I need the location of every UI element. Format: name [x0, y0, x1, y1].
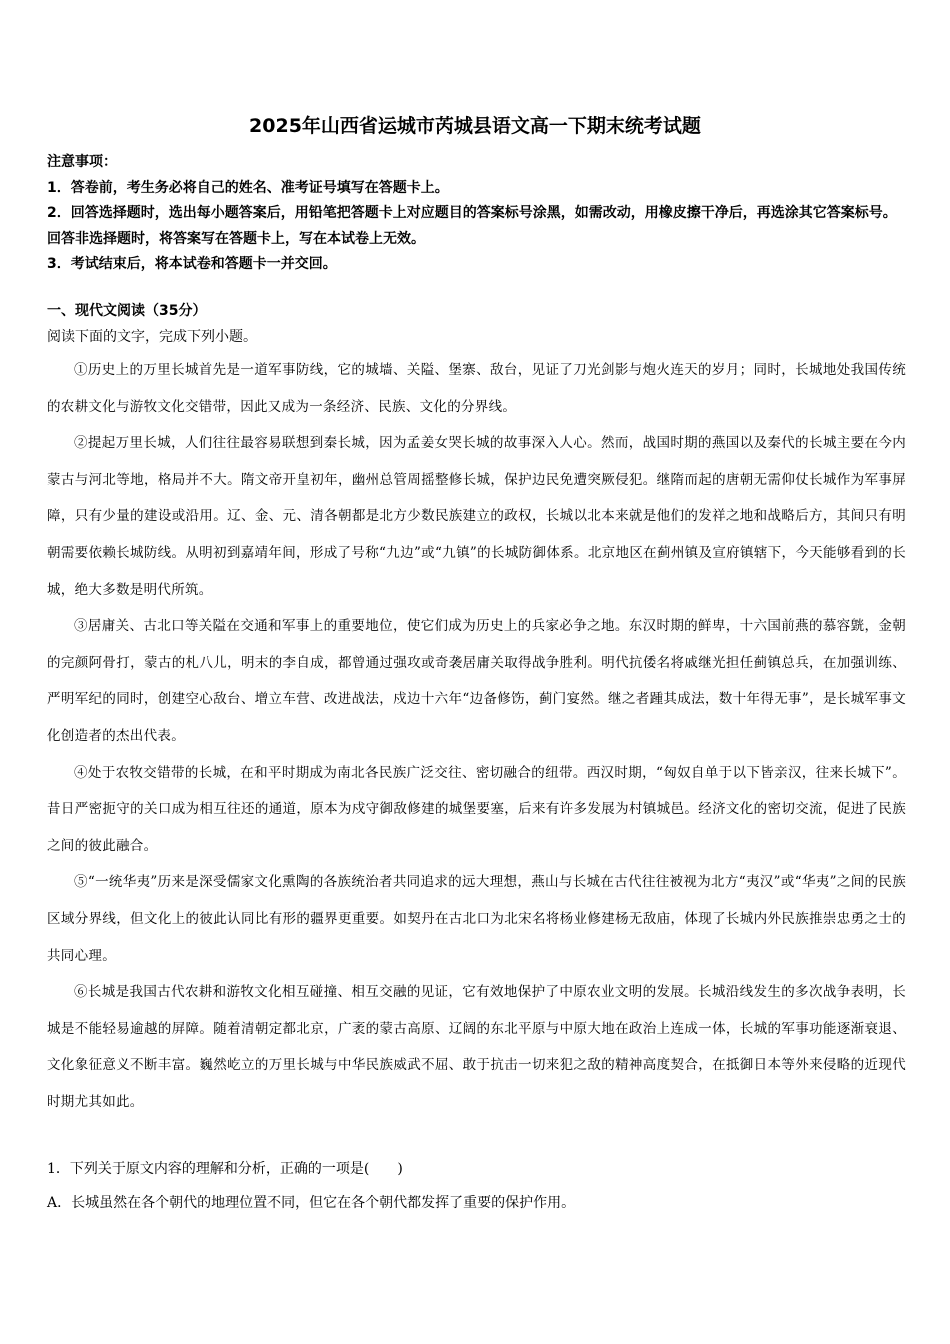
section-heading: 一、现代文阅读（35分） — [47, 303, 207, 319]
passage-paragraph-5: ⑤“一统华夷”历来是深受儒家文化熏陶的各族统治者共同追求的远大理想，燕山与长城在古代往往被视为北方“夷汉”或“华夷”之间的民族区域分界线，但文化上的彼此认同比有形的疆界更重要。如契丹在古北口为北宋名将杨业修建杨无敌庙，体现了长城内外民族推崇忠勇之士的共同心理。 — [47, 874, 906, 964]
exam-title: 2025年山西省运城市芮城县语文高一下期末统考试题 — [249, 115, 701, 137]
question-stem: 1．下列关于原文内容的理解和分析，正确的一项是( ) — [47, 1161, 403, 1177]
passage-paragraph-4: ④处于农牧交错带的长城，在和平时期成为南北各民族广泛交往、密切融合的纽带。西汉时期，“匈奴自单于以下皆亲汉，往来长城下”。昔日严密扼守的关口成为相互往还的通道，原本为戍守御敌修建的城堡要塞，后来有许多发展为村镇城邑。经济文化的密切交流，促进了民族之间的彼此融合。 — [47, 764, 906, 854]
notice-item-3: 3．考试结束后，将本试卷和答题卡一并交回。 — [47, 256, 337, 272]
question-option-a: A．长城虽然在各个朝代的地理位置不同，但它在各个朝代都发挥了重要的保护作用。 — [47, 1195, 576, 1211]
passage-paragraph-3: ③居庸关、古北口等关隘在交通和军事上的重要地位，使它们成为历史上的兵家必争之地。东汉时期的鲜卑，十六国前燕的慕容皝，金朝的完颜阿骨打，蒙古的札八儿，明末的李自成，都曾通过强攻或奇袭居庸关取得战争胜利。明代抗倭名将戚继光担任蓟镇总兵，在加强训练、严明军纪的同时，创建空心敌台、增立车营、改进战法，戍边十六年“边备修饬，蓟门宴然。继之者踵其成法，数十年得无事”，是长城军事文化创造者的杰出代表。 — [47, 618, 906, 744]
question-1 — [47, 1152, 909, 1220]
notice-block — [47, 150, 909, 278]
notice-item-1: 1．答卷前，考生务必将自己的姓名、准考证号填写在答题卡上。 — [47, 179, 449, 196]
notice-heading: 注意事项： — [47, 154, 117, 170]
notice-item-2: 2．回答选择题时，选出每小题答案后，用铅笔把答题卡上对应题目的答案标号涂黑，如需改动，用橡皮擦干净后，再选涂其它答案标号。回答非选择题时，将答案写在答题卡上，写在本试卷上无效。 — [47, 205, 897, 247]
passage-paragraph-6: ⑥长城是我国古代农耕和游牧文化相互碰撞、相互交融的见证，它有效地保护了中原农业文明的发展。长城沿线发生的多次战争表明，长城是不能轻易逾越的屏障。随着清朝定都北京，广袤的蒙古高原、辽阔的东北平原与中原大地在政治上连成一体，长城的军事功能逐渐衰退、文化象征意义不断丰富。巍然屹立的万里长城与中华民族威武不屈、敢于抗击一切来犯之敌的精神高度契合，在抵御日本等外来侵略的近现代时期尤其如此。 — [47, 984, 906, 1110]
reading-passage — [47, 352, 906, 1120]
passage-paragraph-1: ①历史上的万里长城首先是一道军事防线，它的城墙、关隘、堡寨、敌台，见证了刀光剑影与炮火连天的岁月；同时，长城地处我国传统的农耕文化与游牧文化交错带，因此又成为一条经济、民族、文化的分界线。 — [47, 362, 906, 415]
reading-instruction: 阅读下面的文字，完成下列小题。 — [47, 329, 257, 345]
passage-paragraph-2: ②提起万里长城，人们往往最容易联想到秦长城，因为孟姜女哭长城的故事深入人心。然而，战国时期的燕国以及秦代的长城主要在今内蒙古与河北等地，格局并不大。隋文帝开皇初年，幽州总管周摇整修长城，保护边民免遭突厥侵犯。继隋而起的唐朝无需仰仗长城作为军事屏障，只有少量的建设或沿用。辽、金、元、清各朝都是北方少数民族建立的政权，长城以北本来就是他们的发祥之地和战略后方，其间只有明朝需要依赖长城防线。从明初到嘉靖年间，形成了号称“九边”或“九镇”的长城防御体系。北京地区在蓟州镇及宣府镇辖下，今天能够看到的长城，绝大多数是明代所筑。 — [47, 435, 906, 598]
